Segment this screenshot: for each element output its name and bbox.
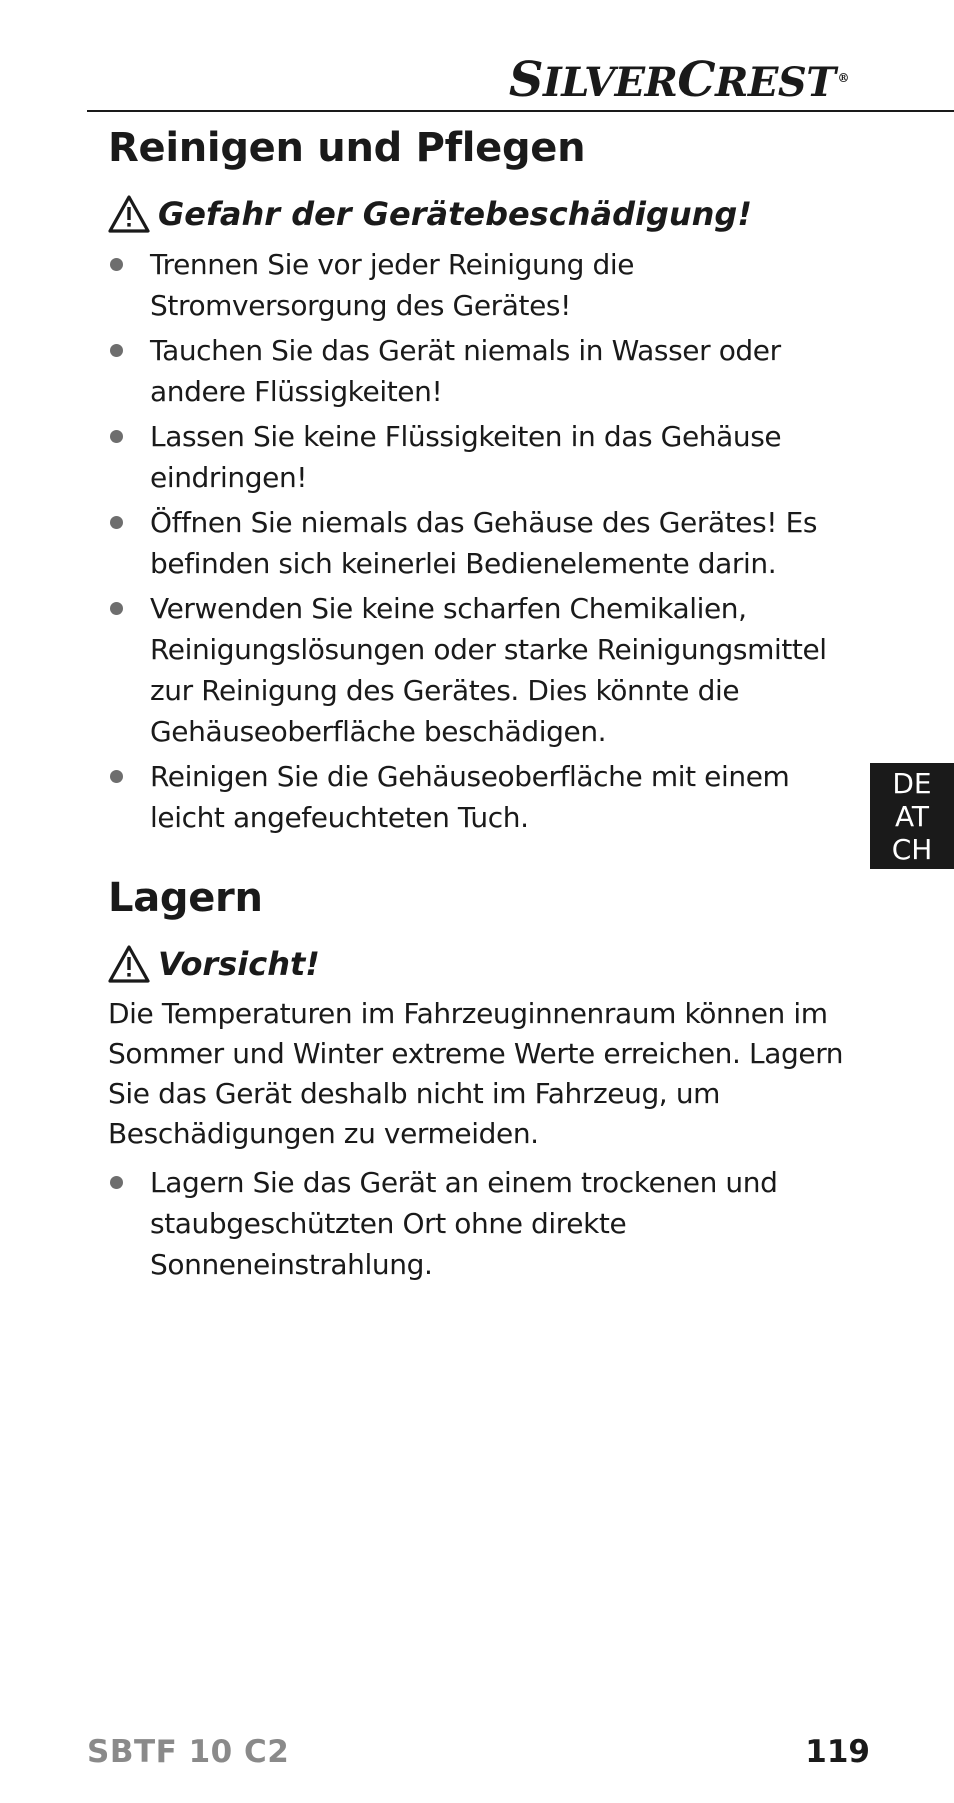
section-title-storage: Lagern — [108, 875, 263, 921]
warning-text-damage: Gefahr der Gerätebeschädigung! — [158, 195, 752, 233]
language-tab — [870, 763, 954, 869]
bullet-dot-icon — [110, 430, 123, 443]
list-item-text: Lagern Sie das Gerät an einem trockenen und staubgeschützten Ort ohne direkte Sonneneinstrahlung. — [150, 1166, 778, 1281]
bullet-dot-icon — [110, 602, 123, 615]
list-item — [108, 330, 858, 412]
cleaning-bullet-list — [108, 244, 858, 838]
list-item-text: Verwenden Sie keine scharfen Chemikalien, Reinigungslösungen oder starke Reinigungsmittel zur Reinigung des Gerätes. Dies könnte die Gehäuseoberfläche beschädigen. — [150, 592, 827, 748]
list-item — [108, 244, 858, 326]
list-item-text: Lassen Sie keine Flüssigkeiten in das Gehäuse eindringen! — [150, 420, 782, 494]
warning-triangle-icon — [108, 945, 150, 983]
list-item — [108, 1162, 858, 1285]
warning-heading-caution — [108, 942, 858, 986]
section-cleaning — [108, 118, 858, 838]
brand-logo — [509, 52, 849, 108]
language-code-at: AT — [894, 800, 930, 833]
page-number: 119 — [805, 1734, 870, 1770]
warning-triangle-icon — [108, 195, 150, 233]
list-item-text: Öffnen Sie niemals das Gehäuse des Gerätes! Es befinden sich keinerlei Bedienelemente darin. — [150, 506, 818, 580]
bullet-dot-icon — [110, 516, 123, 529]
bullet-dot-icon — [110, 1176, 123, 1189]
brand-word-ilver: ILVER — [543, 59, 678, 106]
section-title-cleaning: Reinigen und Pflegen — [108, 125, 586, 171]
header-rule — [87, 110, 954, 112]
list-item-text: Trennen Sie vor jeder Reinigung die Stromversorgung des Gerätes! — [150, 248, 635, 322]
storage-paragraph: Die Temperaturen im Fahrzeuginnenraum können im Sommer und Winter extreme Werte erreichen. Lagern Sie das Gerät deshalb nicht im Fahrzeug, um Beschädigungen zu vermeiden. — [108, 997, 844, 1150]
warning-heading-damage — [108, 192, 858, 236]
list-item-text: Reinigen Sie die Gehäuseoberfläche mit einem leicht angefeuchteten Tuch. — [150, 760, 790, 834]
language-code-de: DE — [892, 767, 932, 800]
bullet-dot-icon — [110, 770, 123, 783]
page-content — [108, 118, 858, 1289]
storage-bullet-list — [108, 1162, 858, 1285]
brand-word-rest: REST — [715, 59, 836, 106]
registered-mark: ® — [837, 70, 849, 85]
brand-initial-c: C — [677, 52, 716, 108]
footer-model-number: SBTF 10 C2 — [87, 1734, 290, 1770]
list-item-text: Tauchen Sie das Gerät niemals in Wasser oder andere Flüssigkeiten! — [150, 334, 781, 408]
warning-text-caution: Vorsicht! — [158, 945, 320, 983]
list-item — [108, 502, 858, 584]
list-item — [108, 416, 858, 498]
list-item — [108, 756, 858, 838]
section-storage — [108, 868, 858, 1285]
list-item — [108, 588, 858, 752]
bullet-dot-icon — [110, 344, 123, 357]
bullet-dot-icon — [110, 258, 123, 271]
brand-initial-s: S — [508, 52, 544, 108]
language-code-ch: CH — [891, 833, 933, 866]
